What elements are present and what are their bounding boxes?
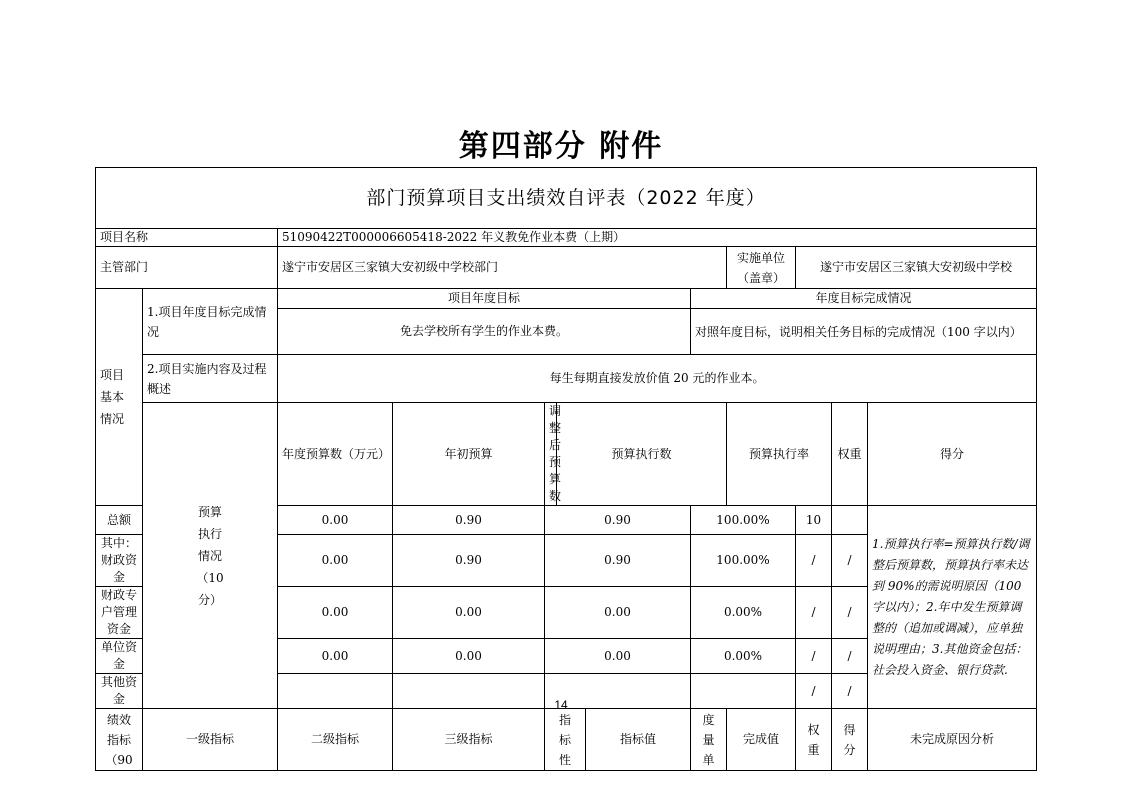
- indicator-weight-header: 权 重: [796, 709, 832, 771]
- annual-target-header: 项目年度目标: [278, 289, 691, 309]
- annual-completion-header: 年度目标完成情况: [691, 289, 1037, 309]
- department-label: 主管部门: [96, 247, 278, 289]
- budget-row-label: 其中：财政资金: [96, 535, 143, 587]
- score-header: 得分: [868, 403, 1037, 506]
- indicator-value-header: 指标值: [586, 709, 691, 771]
- executed-budget-cell: 0.90: [545, 535, 691, 587]
- basic-info-label: 项目 基本 情况: [96, 289, 143, 506]
- implementation-overview-value: 每生每期直接发放价值 20 元的作业本。: [278, 355, 1037, 403]
- indicator-score-header: 得 分: [832, 709, 868, 771]
- annual-target-value: 免去学校所有学生的作业本费。: [278, 309, 691, 355]
- execution-rate-cell: 100.00%: [691, 506, 796, 535]
- indicator-nature-header: 指 标 性: [545, 709, 586, 771]
- implementing-unit-label: 实施单位 （盖章）: [727, 247, 796, 289]
- execution-rate-cell: 100.00%: [691, 535, 796, 587]
- project-name-value: 51090422T000006605418-2022 年义教免作业本费（上期）: [278, 229, 1037, 247]
- execution-rate-cell: 0.00%: [691, 639, 796, 674]
- completed-value-header: 完成值: [727, 709, 796, 771]
- executed-budget-cell: 0.00: [545, 639, 691, 674]
- budget-row-label: 财政专户管理资金: [96, 587, 143, 639]
- department-value: 遂宁市安居区三家镇大安初级中学校部门: [278, 247, 727, 289]
- executed-budget-cell: 0.90: [545, 506, 691, 535]
- score-cell: /: [832, 674, 868, 709]
- initial-budget-cell: 0.00: [278, 639, 393, 674]
- weight-cell: /: [796, 674, 832, 709]
- executed-budget-header: 预算执行数: [557, 403, 727, 506]
- initial-budget-cell: 0.00: [278, 535, 393, 587]
- performance-evaluation-table: [95, 167, 1037, 771]
- level3-indicator-header: 三级指标: [393, 709, 545, 771]
- implementing-unit-value: 遂宁市安居区三家镇大安初级中学校: [796, 247, 1037, 289]
- weight-cell: /: [796, 587, 832, 639]
- adjusted-budget-cell: 0.90: [393, 506, 545, 535]
- budget-execution-label: 预算 执行 情况 （10 分）: [143, 403, 278, 709]
- performance-indicators-label: 绩效 指标 （90: [96, 709, 143, 771]
- annual-target-completion-label: 1.项目年度目标完成情况: [143, 289, 278, 355]
- budget-reason-note: 1.预算执行率=预算执行数/调整后预算数，预算执行率未达到 90%的需说明原因（100 字以内）；2.年中发生预算调整的（追加或调减），应单独说明理由；3.其他资金包括：社会投入资金、银行贷款.: [868, 506, 1037, 709]
- score-cell: /: [832, 535, 868, 587]
- execution-rate-header: 预算执行率: [727, 403, 832, 506]
- score-cell: /: [832, 587, 868, 639]
- budget-row-label: 单位资金: [96, 639, 143, 674]
- level2-indicator-header: 二级指标: [278, 709, 393, 771]
- annual-completion-value: 对照年度目标，说明相关任务目标的完成情况（100 字以内）: [691, 309, 1037, 355]
- budget-row-label: 其他资金: [96, 674, 143, 709]
- execution-rate-cell: 0.00%: [691, 587, 796, 639]
- initial-budget-cell: 0.00: [278, 506, 393, 535]
- weight-header: 权重: [832, 403, 868, 506]
- score-cell: [832, 506, 868, 535]
- weight-cell: 10: [796, 506, 832, 535]
- weight-cell: /: [796, 639, 832, 674]
- project-name-label: 项目名称: [96, 229, 278, 247]
- initial-budget-header: 年初预算: [393, 403, 545, 506]
- adjusted-budget-cell: 0.00: [393, 639, 545, 674]
- page-title: 第四部分 附件: [458, 129, 664, 164]
- unfinished-reason-header: 未完成原因分析: [868, 709, 1037, 771]
- annual-budget-header: 年度预算数（万元）: [278, 403, 393, 506]
- implementation-overview-label: 2.项目实施内容及过程概述: [143, 355, 278, 403]
- adjusted-budget-cell: 0.90: [393, 535, 545, 587]
- score-cell: /: [832, 639, 868, 674]
- adjusted-budget-cell: 0.00: [393, 587, 545, 639]
- measurement-unit-header: 度 量 单: [691, 709, 727, 771]
- table-caption: 部门预算项目支出绩效自评表（2022 年度）: [96, 168, 1037, 229]
- budget-row-label: 总额: [96, 506, 143, 535]
- executed-budget-cell: 0.00: [545, 587, 691, 639]
- level1-indicator-header: 一级指标: [143, 709, 278, 771]
- weight-cell: /: [796, 535, 832, 587]
- initial-budget-cell: 0.00: [278, 587, 393, 639]
- page-number: 14: [554, 698, 568, 712]
- adjusted-budget-header: 调整后预算数: [545, 403, 557, 506]
